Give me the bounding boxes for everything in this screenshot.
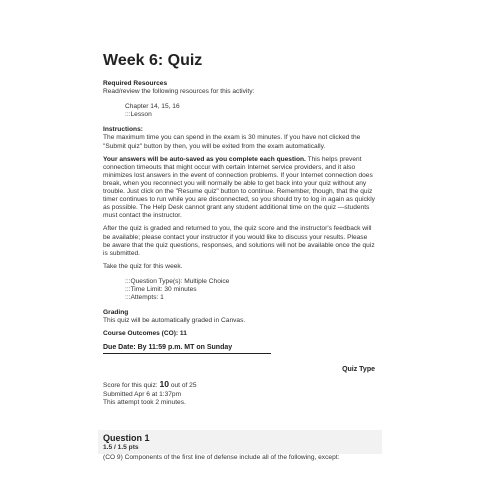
instructions-paragraph-3: After the quiz is graded and returned to you, the quiz score and the instructor's feedback will be available; please contact your instructor if you would like to discuss your results. Please be aware that the quiz questions, responses, and solutions will not be available once the quiz is submitted. — [103, 225, 375, 257]
question-header — [98, 430, 382, 454]
question-text: (CO 9) Components of the first line of defense include all of the following, except: — [103, 454, 340, 461]
instructions-heading: Instructions: — [103, 126, 143, 134]
resource-item-lesson[interactable]: :::Lesson — [125, 111, 152, 119]
detail-question-types: :::Question Type(s): Multiple Choice — [125, 277, 230, 285]
quiz-score — [103, 380, 375, 390]
submitted-time: Submitted Apr 6 at 1:37pm — [103, 390, 182, 398]
grading-text: This quiz will be automatically graded in Canvas. — [103, 317, 246, 325]
score-prefix: Score for this quiz: — [103, 382, 160, 390]
detail-attempts: :::Attempts: 1 — [125, 294, 164, 302]
due-date: Due Date: By 11:59 p.m. MT on Sunday — [103, 344, 271, 354]
question-points: 1.5 / 1.5 pts — [103, 444, 139, 451]
attempt-duration: This attempt took 2 minutes. — [103, 398, 186, 406]
autosave-details: This helps prevent connection timeouts that might occur with certain Internet service providers, and it also minimizes lost answers in the event of connection problems. If your Internet connection does break, when you reconnect you will normally be able to get back into your quiz without any trouble. Just click on the "Resume quiz" button to continue. Remember, though, that the quiz timer continues to run while you are disconnected, so you should try to log in again as quickly as possible. The Help Desk cannot grant any student additional time on the quiz —students must contact the instructor. — [103, 155, 375, 220]
quiz-type-label: Quiz Type — [342, 366, 375, 374]
grading-heading: Grading — [103, 309, 129, 317]
instructions-paragraph-4: Take the quiz for this week. — [103, 262, 183, 270]
course-outcomes: Course Outcomes (CO): 11 — [103, 330, 187, 338]
quiz-page — [103, 52, 375, 407]
detail-time-limit: :::Time Limit: 30 minutes — [125, 285, 197, 293]
instructions-paragraph-1: The maximum time you can spend in the exam is 30 minutes. If you have not clicked the "Submit quiz" button by then, you will be exited from the exam automatically. — [103, 134, 361, 150]
required-resources-intro: Read/review the following resources for this activity: — [103, 88, 255, 96]
required-resources-heading: Required Resources — [103, 80, 168, 87]
instructions-paragraph-2 — [103, 156, 375, 221]
score-value: 10 — [159, 379, 169, 390]
autosave-notice: Your answers will be auto-saved as you complete each question. — [103, 155, 306, 163]
question-card — [98, 430, 382, 480]
score-suffix: out of 25 — [169, 382, 197, 390]
question-title: Question 1 — [103, 433, 150, 443]
resource-item-chapters: Chapter 14, 15, 16 — [125, 103, 180, 111]
page-title: Week 6: Quiz — [103, 52, 203, 69]
